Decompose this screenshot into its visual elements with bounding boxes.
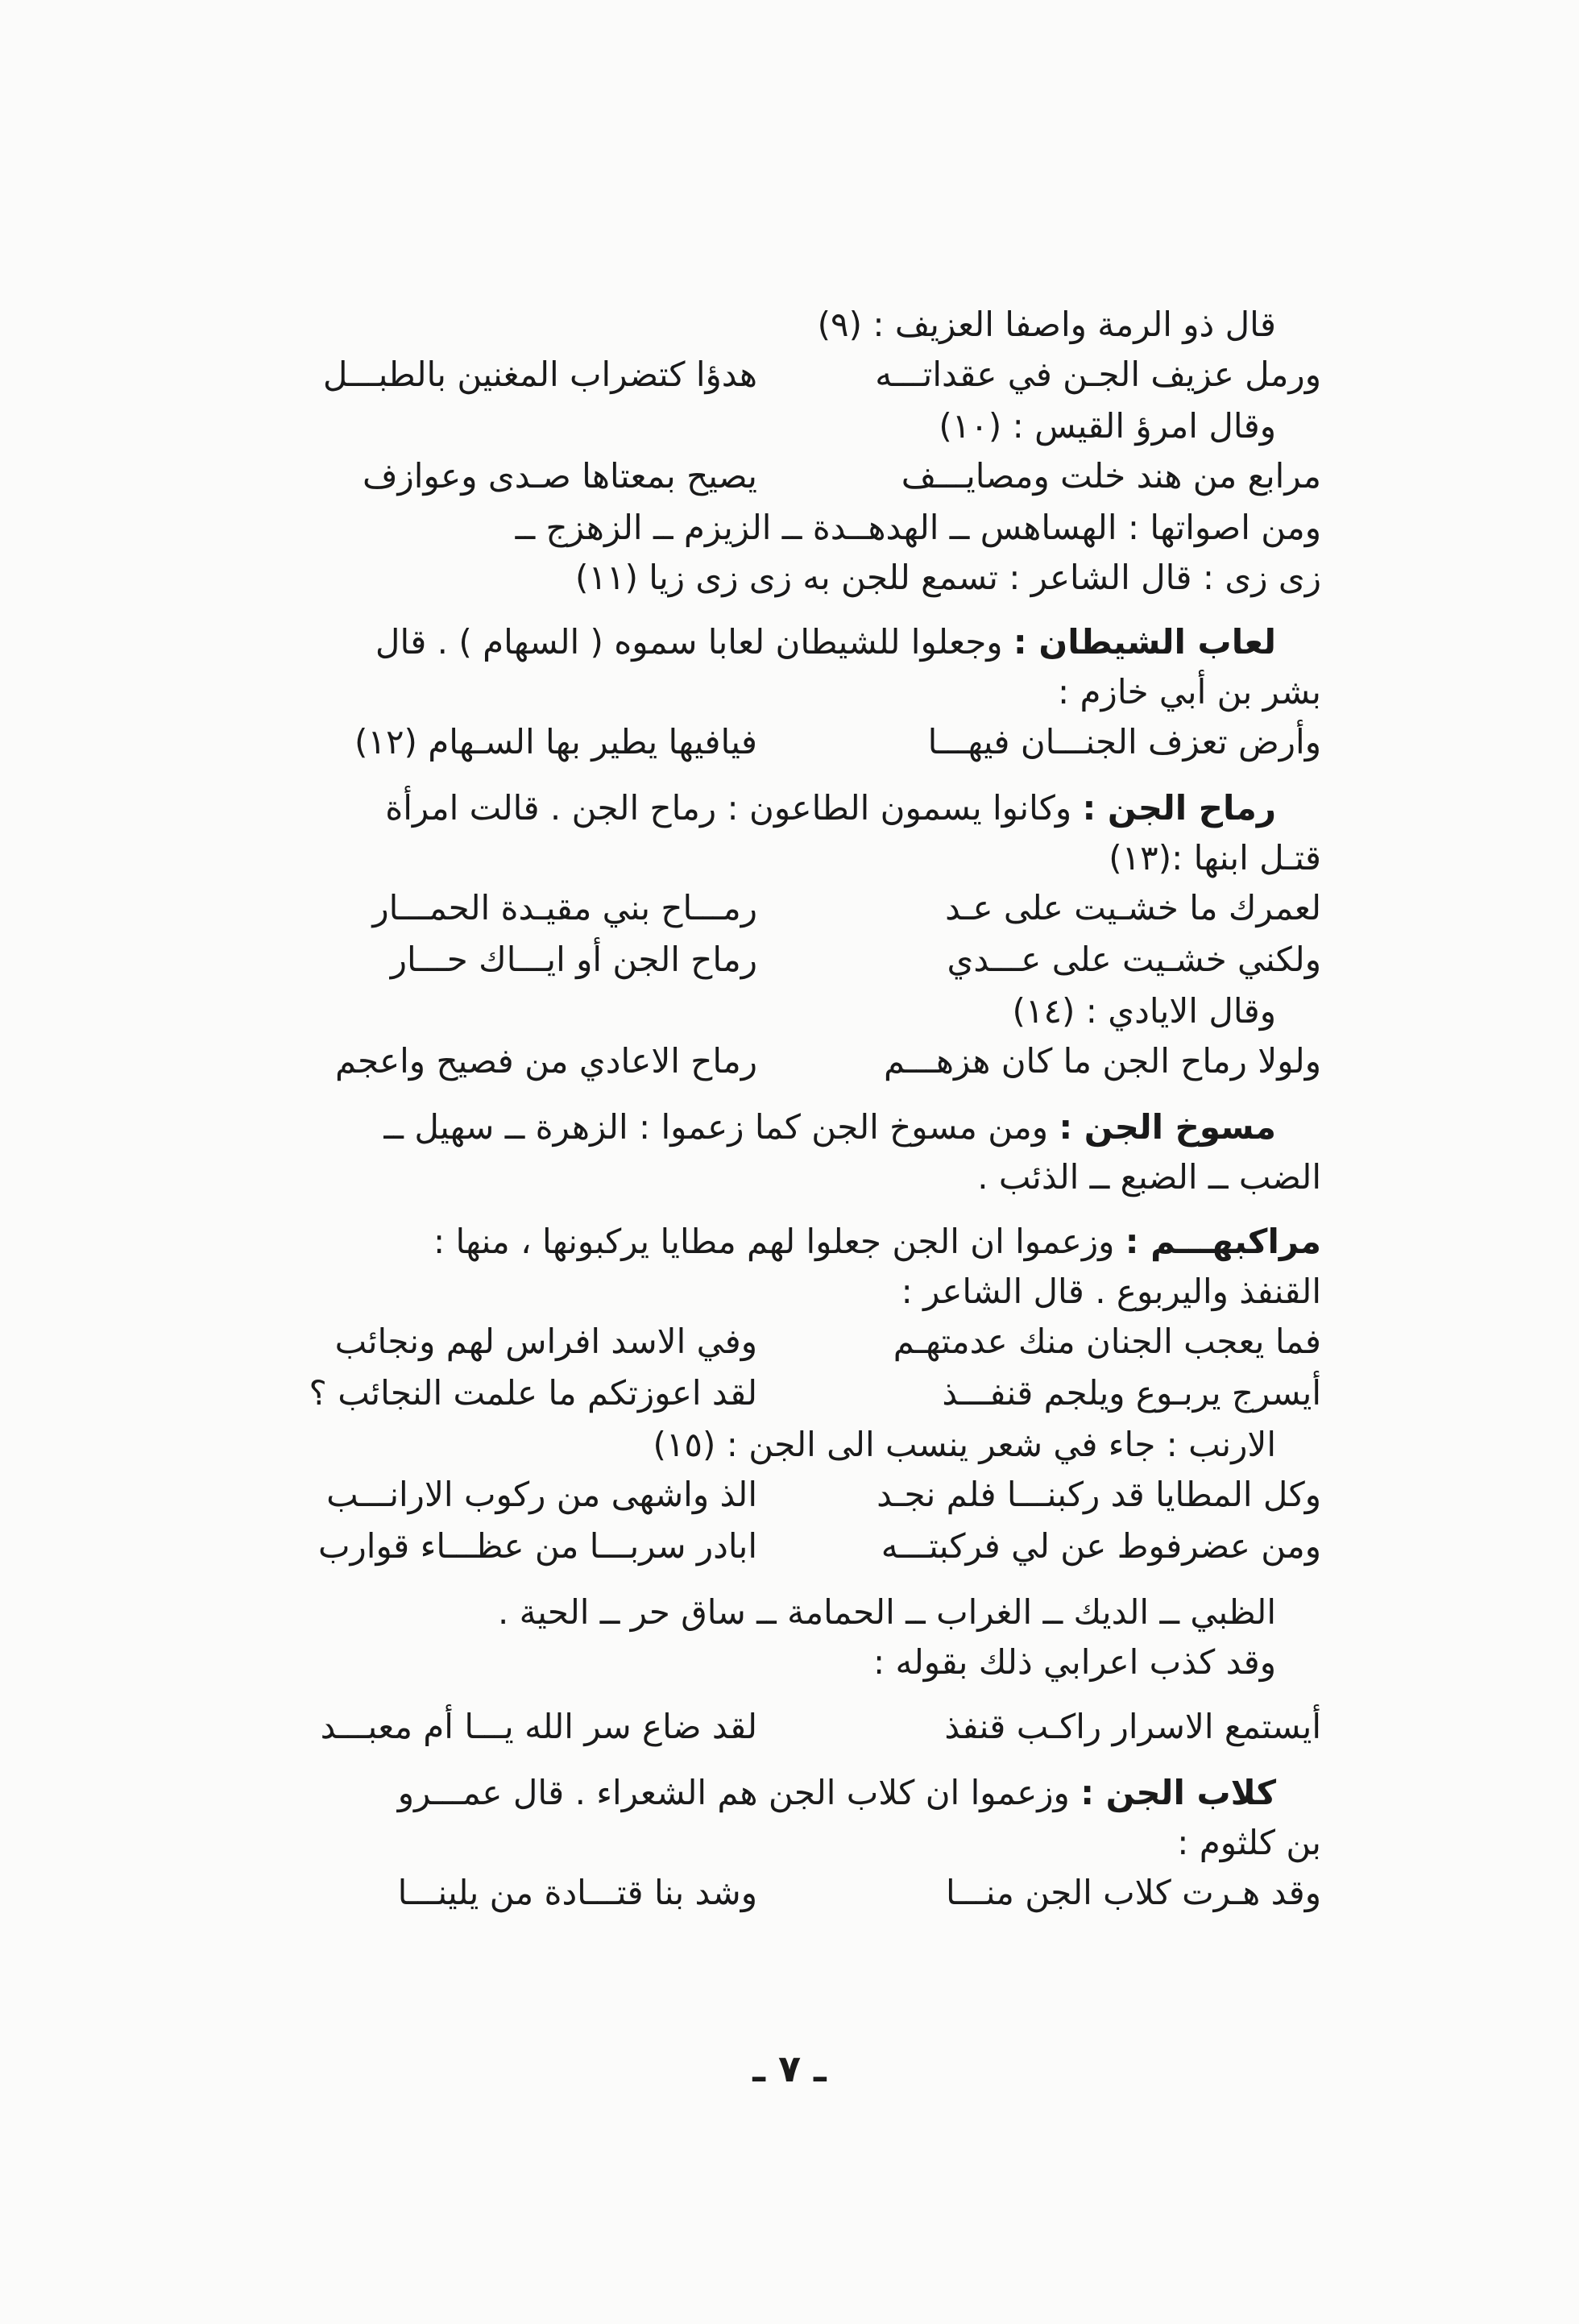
verse-first-hemistich: ولكني خشـيت على عـــدي <box>947 940 1321 979</box>
text-line: وقد كذب اعرابي ذلك بقوله : <box>872 1642 1276 1682</box>
verse <box>266 1521 1321 1573</box>
verse <box>266 451 1321 503</box>
section-heading: مسوخ الجن : <box>1059 1107 1276 1147</box>
text-line: قال ذو الرمة واصفا العزيف : (٩) <box>817 305 1276 344</box>
verse-second-hemistich: الذ واشهى من ركوب الارانـــب <box>326 1475 757 1514</box>
section-text: وزعموا ان الجن جعلوا لهم مطايا يركبونها ، منها : <box>433 1222 1125 1261</box>
verse-second-hemistich: رماح الاعادي من فصيح واعجم <box>335 1041 757 1081</box>
verse-second-hemistich: رمـــاح بني مقيـدة الحمـــار <box>372 888 757 928</box>
verse-first-hemistich: ولولا رماح الجن ما كان هزهـــم <box>884 1041 1321 1081</box>
verse <box>266 1317 1321 1368</box>
verse <box>266 1368 1321 1420</box>
verse-second-hemistich: وشد بنا قتـــادة من يلينـــا <box>397 1873 757 1912</box>
text-line: قتـل ابنها :(١٣) <box>1109 838 1321 878</box>
section-text: وزعموا ان كلاب الجن هم الشعراء . قال عمـــرو <box>397 1773 1081 1812</box>
verse-first-hemistich: فما يعجب الجنان منك عدمتهـم <box>893 1322 1321 1361</box>
verse-first-hemistich: أيسرج يربـوع ويلجم قنفـــذ <box>942 1373 1321 1413</box>
text-line: الظبي ــ الديك ــ الغراب ــ الحمامة ــ ساق حر ــ الحية . <box>497 1592 1276 1632</box>
text-line: الارنب : جاء في شعر ينسب الى الجن : (١٥) <box>653 1425 1276 1464</box>
section-line <box>266 1217 1321 1267</box>
section-heading: رماح الجن : <box>1082 788 1276 828</box>
section-line <box>266 783 1321 833</box>
verse-second-hemistich: وفي الاسد افراس لهم ونجائب <box>334 1322 757 1361</box>
verse <box>266 883 1321 935</box>
verse <box>266 350 1321 401</box>
verse-first-hemistich: ومن عضرفوط عن لي فركبتـــه <box>881 1526 1321 1566</box>
verse-first-hemistich: مرابع من هند خلت ومصايـــف <box>901 456 1321 496</box>
verse <box>266 935 1321 986</box>
text-line: ومن اصواتها : الهساهس ــ الهدهــدة ــ الزيزم ــ الزهزج ــ <box>515 508 1321 547</box>
verse <box>266 1868 1321 1919</box>
text-line: زى زى : قال الشاعر : تسمع للجن به زى زى زيا (١١) <box>575 558 1321 597</box>
section-heading: لعاب الشيطان : <box>1013 622 1276 662</box>
verse-first-hemistich: أيستمع الاسرار راكـب قنفذ <box>944 1707 1321 1746</box>
verse-first-hemistich: وقد هـرت كلاب الجن منـــا <box>946 1873 1321 1912</box>
section-text: وكانوا يسمون الطاعون : رماح الجن . قالت امرأة <box>385 788 1083 828</box>
text-line: الضب ــ الضبع ــ الذئب . <box>977 1157 1321 1197</box>
verse-first-hemistich: وكل المطايا قد ركبنـــا فلم نجـد <box>877 1475 1321 1514</box>
verse-first-hemistich: وأرض تعزف الجنـــان فيهـــا <box>927 722 1321 762</box>
section-text: وجعلوا للشيطان لعابا سموه ( السهام ) . قال <box>375 622 1013 662</box>
verse <box>266 1470 1321 1521</box>
section-line <box>266 617 1321 667</box>
page-number: ـ ٧ ـ <box>752 2047 827 2090</box>
text-line: بشر بن أبي خازم : <box>1058 672 1321 712</box>
text-line: وقال الايادي : (١٤) <box>1012 991 1276 1031</box>
section-heading: كلاب الجن : <box>1080 1773 1276 1812</box>
verse <box>266 1702 1321 1753</box>
section-line <box>266 1768 1321 1818</box>
verse-second-hemistich: لقد ضاع سر الله يـــا أم معبـــد <box>320 1707 757 1746</box>
verse-second-hemistich: رماح الجن أو ايـــاك حـــار <box>390 940 757 979</box>
verse <box>266 717 1321 769</box>
verse-second-hemistich: فيافيها يطير بها السـهام (١٢) <box>354 722 757 762</box>
text-line: القنفذ واليربوع . قال الشاعر : <box>901 1272 1321 1311</box>
verse-second-hemistich: لقد اعوزتكم ما علمت النجائب ؟ <box>309 1373 757 1413</box>
section-line <box>266 1102 1321 1152</box>
verse-second-hemistich: هدؤا كتضراب المغنين بالطبـــل <box>322 355 757 394</box>
page-text <box>266 300 1321 1919</box>
verse <box>266 1036 1321 1088</box>
verse-first-hemistich: لعمرك ما خشـيت على عـد <box>945 888 1321 928</box>
text-line: بن كلثوم : <box>1177 1823 1321 1862</box>
verse-second-hemistich: يصيح بمعتاها صـدى وعوازف <box>362 456 757 496</box>
verse-first-hemistich: ورمل عزيف الجـن في عقداتـــه <box>875 355 1321 394</box>
section-heading: مراكبهـــم : <box>1125 1222 1321 1261</box>
section-text: ومن مسوخ الجن كما زعموا : الزهرة ــ سهيل ــ <box>383 1107 1059 1147</box>
verse-second-hemistich: ابادر سربـــا من عظـــاء قوارب <box>317 1526 757 1566</box>
text-line: وقال امرؤ القيس : (١٠) <box>939 406 1276 446</box>
